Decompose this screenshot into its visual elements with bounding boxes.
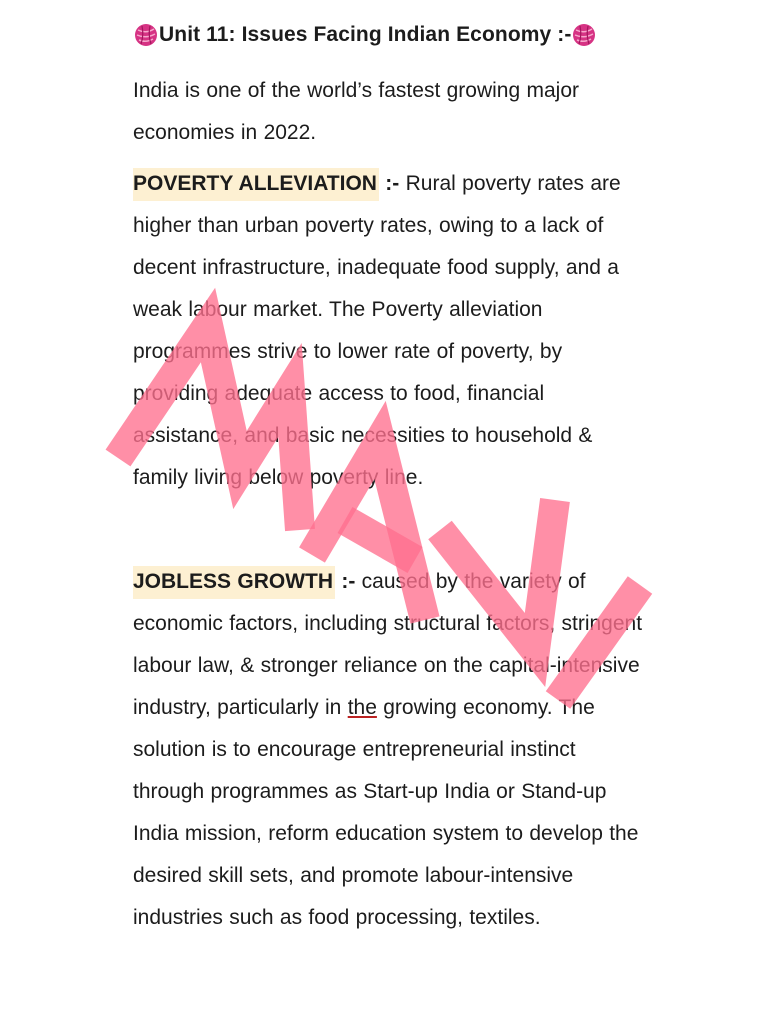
poverty-alleviation-heading: POVERTY ALLEVIATION: [133, 168, 379, 201]
jobless-growth-body-end: growing economy. The solution is to encourage entrepreneurial instinct through programmes as Start-up India or Stand-up India mission, reform education system to develop the desired skill sets, and promote labour-intensive industries such as food processing, textiles.: [133, 696, 639, 929]
heading-separator: :-: [335, 570, 356, 593]
heading-separator: :-: [378, 172, 400, 195]
yarn-ball-icon: [133, 22, 159, 48]
yarn-ball-icon: [571, 22, 597, 48]
page-title: [133, 22, 597, 48]
watermark-letter-a-bar: [345, 520, 415, 560]
poverty-alleviation-body: Rural poverty rates are higher than urban poverty rates, owing to a lack of decent infrastructure, inadequate food supply, and a weak labour market. The Poverty alleviation programmes strive to lower rate of poverty, by providing adequate access to food, financial assistance, and basic necessities to household & family living below poverty line.: [133, 172, 621, 489]
underlined-word: the: [347, 696, 377, 719]
jobless-growth-heading: JOBLESS GROWTH: [133, 566, 335, 599]
jobless-growth-body-start: caused by the variety of economic factors, including structural factors, stringent labour law, & stronger reliance on the capital-intensive industry, particularly in: [133, 570, 643, 719]
page-title-text: Unit 11: Issues Facing Indian Economy :-: [159, 23, 572, 46]
intro-paragraph: India is one of the world’s fastest growing major economies in 2022.: [133, 79, 580, 144]
jobless-growth-paragraph: [133, 561, 653, 939]
poverty-alleviation-paragraph: [133, 163, 653, 499]
